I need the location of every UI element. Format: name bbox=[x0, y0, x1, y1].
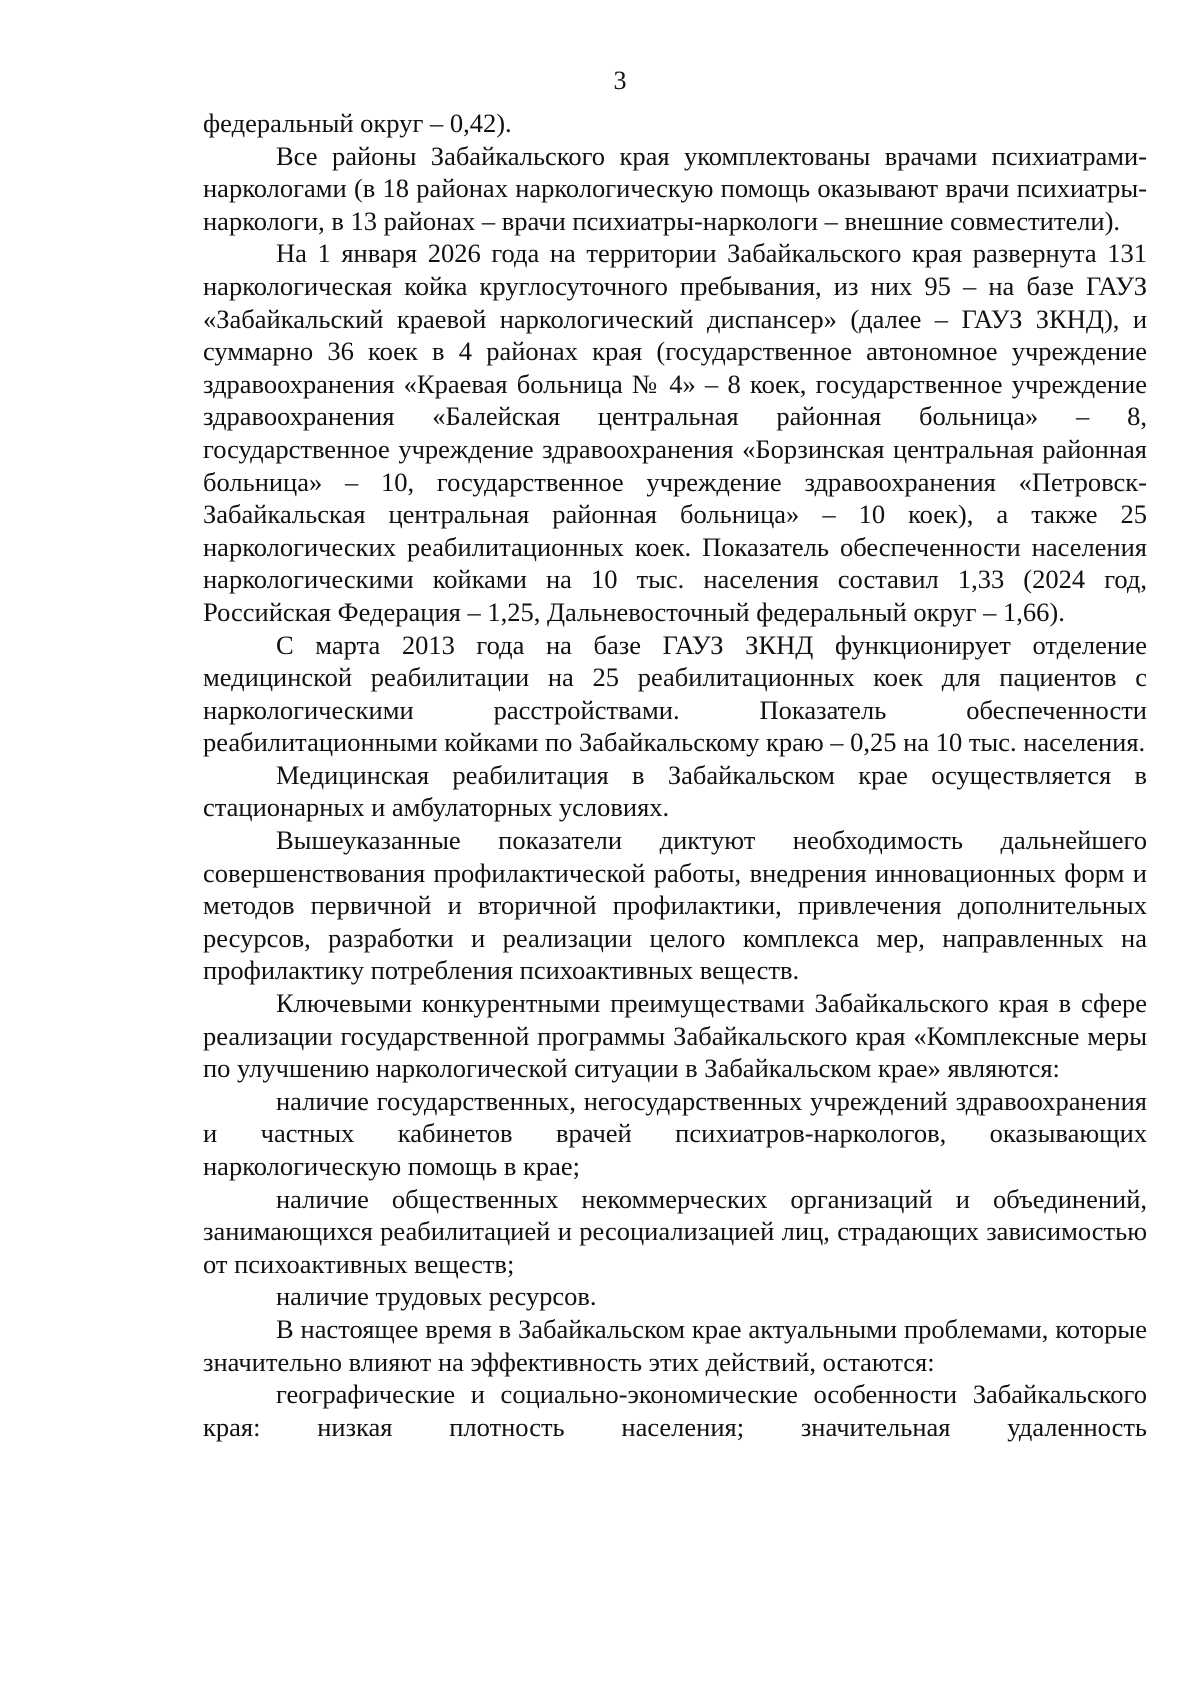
list-item-1: наличие государственных, негосударственных учреждений здравоохранения и частных кабинетов врачей психиатров-наркологов, оказывающих наркологическую помощь в крае; bbox=[203, 1085, 1147, 1181]
page-number: 3 bbox=[613, 66, 627, 95]
list-item-3: наличие трудовых ресурсов. bbox=[276, 1281, 597, 1312]
list-item-2: наличие общественных некоммерческих организаций и объединений, занимающихся реабилитацией и ресоциализацией лиц, страдающих зависимостью от психоактивных веществ; bbox=[203, 1183, 1147, 1279]
document-body bbox=[203, 107, 1147, 1443]
paragraph-2: Все районы Забайкальского края укомплектованы врачами психиатрами-наркологами (в 18 районах наркологическую помощь оказывают врачи психиатры-наркологи, в 13 районах – врачи психиатры-наркологи – внешние совместители). bbox=[203, 140, 1147, 236]
paragraph-9: географические и социально-экономические особенности Забайкальского края: низкая плотность населения; значительная удаленность bbox=[203, 1379, 1147, 1442]
paragraph-4: С марта 2013 года на базе ГАУЗ ЗКНД функционирует отделение медицинской реабилитации на 25 реабилитационных коек для пациентов с наркологическими расстройствами. Показатель обеспеченности реабилитационными койками по Забайкальскому краю – 0,25 на 10 тыс. населения. bbox=[203, 629, 1147, 758]
paragraph-5: Медицинская реабилитация в Забайкальском крае осуществляется в стационарных и амбулаторных условиях. bbox=[203, 759, 1147, 823]
paragraph-1: федеральный округ – 0,42). bbox=[203, 108, 512, 138]
paragraph-7: Ключевыми конкурентными преимуществами Забайкальского края в сфере реализации государственной программы Забайкальского края «Комплексные меры по улучшению наркологической ситуации в Забайкальском крае» являются: bbox=[203, 988, 1147, 1084]
paragraph-8: В настоящее время в Забайкальском крае актуальными проблемами, которые значительно влияют на эффективность этих действий, остаются: bbox=[203, 1313, 1147, 1377]
paragraph-6: Вышеуказанные показатели диктуют необходимость дальнейшего совершенствования профилактической работы, внедрения инновационных форм и методов первичной и вторичной профилактики, привлечения дополнительных ресурсов, разработки и реализации целого комплекса мер, направленных на профилактику потребления психоактивных веществ. bbox=[203, 825, 1147, 986]
paragraph-3: На 1 января 2026 года на территории Забайкальского края развернута 131 наркологическая койка круглосуточного пребывания, из них 95 – на базе ГАУЗ «Забайкальский краевой наркологический диспансер» (далее – ГАУЗ ЗКНД), и суммарно 36 коек в 4 районах края (государственное автономное учреждение здравоохранения «Краевая больница № 4» – 8 коек, государственное учреждение здравоохранения «Балейская центральная районная больница» – 8, государственное учреждение здравоохранения «Борзинская центральная районная больница» – 10, государственное учреждение здравоохранения «Петровск-Забайкальская центральная районная больница» – 10 коек), а также 25 наркологических реабилитационных коек. Показатель обеспеченности населения наркологическими койками на 10 тыс. населения составил 1,33 (2024 год, Российская Федерация – 1,25, Дальневосточный федеральный округ – 1,66). bbox=[203, 238, 1147, 627]
